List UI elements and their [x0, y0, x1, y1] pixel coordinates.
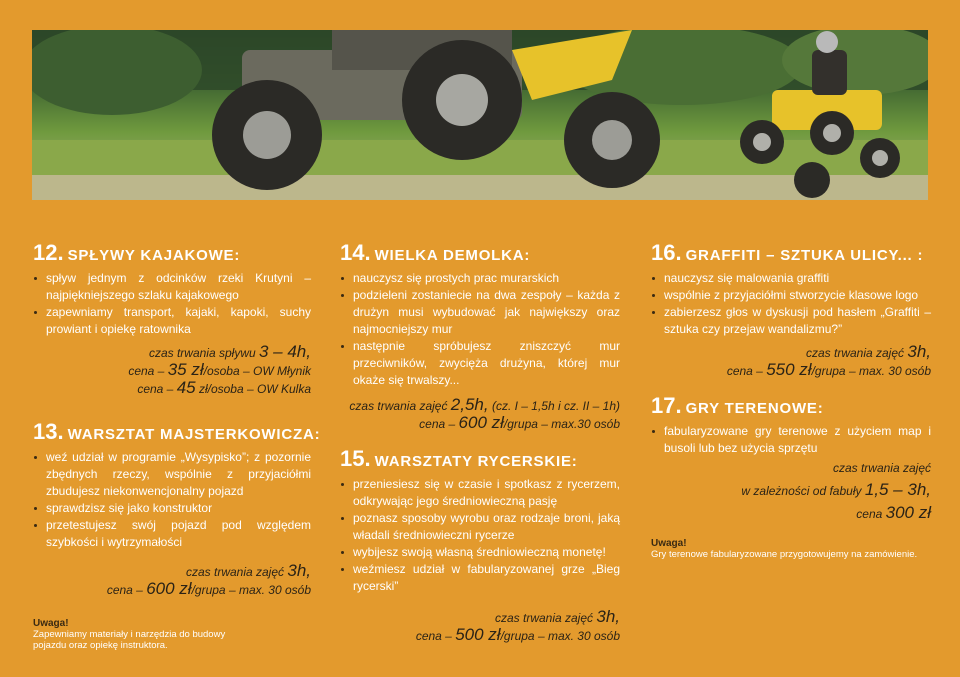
list-item: weźmiesz udział w fabularyzowanej grze „Bieg rycerski” [340, 561, 620, 595]
list-item: zapewniamy transport, kajaki, kapoki, suchy prowiant i opiekę ratownika [33, 304, 311, 338]
list-item: weź udział w programie „Wysypisko”; z pozornie zbędnych rzeczy, wspólnie z przyjaciółmi zbudujesz niekonwencjonalny pojazd [33, 449, 311, 500]
list-item: fabularyzowane gry terenowe z użyciem map i busoli lub bez użycia sprzętu [651, 423, 931, 457]
list-item: sprawdzisz się jako konstruktor [33, 500, 311, 517]
list-item: zabierzesz głos w dyskusji pod hasłem „Graffiti – sztuka czy przejaw wandalizmu?” [651, 304, 931, 338]
section-16-list [651, 270, 931, 338]
column-left [33, 240, 321, 651]
section-13-list [33, 449, 311, 551]
section-17-note: Uwaga! Gry terenowe fabularyzowane przygotowujemy na zamówienie. [651, 538, 918, 560]
section-13-info: czas trwania zajęć 3h, cena – 600 zł/grupa – max. 30 osób [106, 561, 311, 598]
section-12-info: czas trwania spływu 3 – 4h, cena – 35 zł/osoba – OW Młynik cena – 45 zł/osoba – OW Kulka [128, 342, 311, 397]
section-14-title: 14. WIELKA DEMOLKA: [340, 240, 531, 265]
section-16-title: 16. GRAFFITI – SZTUKA ULICY... : [651, 240, 924, 265]
section-14-list [340, 270, 620, 389]
list-item: wspólnie z przyjaciółmi stworzycie klasowe logo [651, 287, 931, 304]
list-item: nauczysz się malowania graffiti [651, 270, 931, 287]
section-17-list [651, 423, 931, 457]
section-17-title: 17. GRY TERENOWE: [651, 393, 824, 418]
quad-bike-illustration [32, 30, 928, 200]
section-15-info: czas trwania zajęć 3h, cena – 500 zł/grupa – max. 30 osób [415, 607, 620, 644]
section-12-title: 12. SPŁYWY KAJAKOWE: [33, 240, 241, 265]
column-middle [340, 240, 620, 646]
section-13-note: Uwaga! Zapewniamy materiały i narzędzia do budowy pojazdu oraz opiekę instruktora. [33, 618, 226, 651]
section-17-info: czas trwania zajęć w zależności od fabuły 1,5 – 3h, cena 300 zł [741, 461, 931, 522]
section-15-list [340, 476, 620, 595]
hero-photo-quads [32, 30, 928, 200]
list-item: nauczysz się prostych prac murarskich [340, 270, 620, 287]
section-13-title: 13. WARSZTAT MAJSTERKOWICZA: [33, 419, 321, 444]
section-14-info: czas trwania zajęć 2,5h, (cz. I – 1,5h i cz. II – 1h) cena – 600 zł/grupa – max.30 osób [349, 395, 620, 432]
section-12-list [33, 270, 311, 338]
section-16-info: czas trwania zajęć 3h, cena – 550 zł/grupa – max. 30 osób [726, 342, 931, 379]
list-item: spływ jednym z odcinków rzeki Krutyni – najpiękniejszego szlaku kajakowego [33, 270, 311, 304]
list-item: przetestujesz swój pojazd pod względem szybkości i wytrzymałości [33, 517, 311, 551]
column-right [651, 240, 931, 560]
list-item: następnie spróbujesz zniszczyć mur przeciwników, zwycięża drużyna, której mur okaże się trwalszy... [340, 338, 620, 389]
list-item: podzieleni zostaniecie na dwa zespoły – każda z drużyn musi wybudować jak największy oraz najmocniejszy mur [340, 287, 620, 338]
list-item: przeniesiesz się w czasie i spotkasz z rycerzem, odkrywając jego średniowieczną pasję [340, 476, 620, 510]
list-item: poznasz sposoby wyrobu oraz rodzaje broni, jaką władali średniowieczni rycerze [340, 510, 620, 544]
list-item: wybijesz swoją własną średniowieczną monetę! [340, 544, 620, 561]
section-15-title: 15. WARSZTATY RYCERSKIE: [340, 446, 578, 471]
